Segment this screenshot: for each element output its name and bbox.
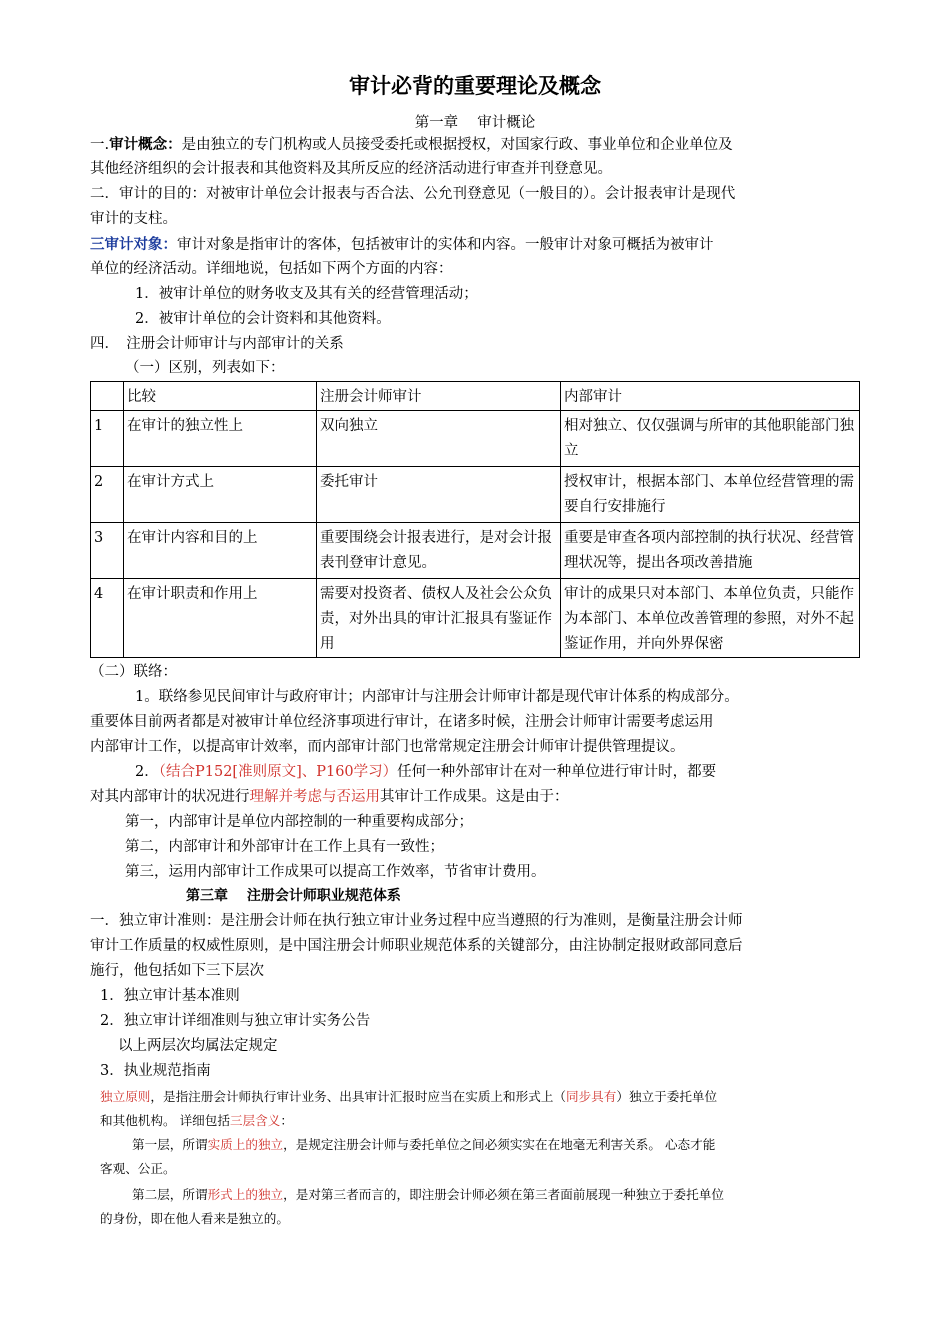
s4-sub2: （二）联络：	[90, 664, 177, 680]
s4-sub1: （一）区别，列表如下：	[125, 360, 285, 376]
p1-line3: 内部审计工作，以提高审计效率，而内部审计部门也常常规定注册会计师审计提供管理提议。	[90, 739, 685, 755]
table-cell: 委托审计	[317, 467, 561, 523]
independence-text-d: ：	[280, 1113, 293, 1128]
independence-line2	[100, 1108, 293, 1133]
s1-line1	[90, 132, 733, 158]
independence-line1	[100, 1084, 717, 1109]
table-cell: 相对独立、仅仅强调与所审的其他职能部门独立	[561, 411, 860, 467]
table-cell: 在审计内容和目的上	[124, 523, 317, 579]
table-cell: 双向独立	[317, 411, 561, 467]
chapter3-heading: 第三章 注册会计师职业规范体系	[186, 888, 401, 904]
p2-text-b: 其审计工作成果。这是由于：	[380, 789, 569, 805]
s1-text: 是由独立的专门机构或人员接受委托或根据授权，对国家行政、事业单位和企业单位及	[181, 137, 733, 153]
independence-highlight: 同步具有	[565, 1089, 617, 1104]
table-cell: 在审计职责和作用上	[124, 579, 317, 658]
independence-text-b: ）独立于委托单位	[616, 1089, 718, 1104]
s2-line2: 审计的支柱。	[90, 211, 177, 227]
table-cell: 4	[91, 579, 124, 658]
table-cell: 重要是审查各项内部控制的执行状况、经营管理状况等，提出各项改善措施	[561, 523, 860, 579]
independence-text-a: ，是指注册会计师执行审计业务、出具审计汇报时应当在实质上和形式上（	[150, 1089, 566, 1104]
level1-line2: 客观、公正。	[100, 1161, 176, 1176]
c3-line3: 施行，他包括如下三下层次	[90, 963, 264, 979]
c3-item1: 1．独立审计基本准则	[100, 988, 240, 1004]
table-row	[91, 523, 860, 579]
table-cell: 1	[91, 411, 124, 467]
p2-highlight: 理解并考虑与否运用	[249, 789, 380, 805]
p2-num: 2．	[135, 764, 159, 780]
table-cell: 3	[91, 523, 124, 579]
page-title: 审计必背的重要理论及概念	[349, 74, 601, 98]
table-row	[91, 467, 860, 523]
s1-num: 一.	[90, 137, 110, 153]
table-cell: 在审计方式上	[124, 467, 317, 523]
s3-term: 三审计对象：	[90, 236, 177, 253]
level2-line1	[132, 1182, 724, 1207]
p2-text: 任何一种外部审计在对一种单位进行审计时，都要	[397, 764, 717, 780]
table-header-cell: 比较	[124, 382, 317, 411]
table-row	[91, 411, 860, 467]
p2-text-a: 对其内部审计的状况进行	[90, 789, 250, 805]
level2-text-b: ，是对第三者而言的，即注册会计师必须在第三者面前展现一种独立于委托单位	[283, 1187, 724, 1202]
reason-3: 第三，运用内部审计工作成果可以提高工作效率，节省审计费用。	[125, 864, 546, 880]
table-header-cell	[91, 382, 124, 411]
table-cell: 授权审计，根据本部门、本单位经营管理的需要自行安排施行	[561, 467, 860, 523]
s3-text: 审计对象是指审计的客体，包括被审计的实体和内容。一般审计对象可概括为被审计	[177, 237, 714, 253]
s3-line1	[90, 232, 714, 258]
p2-reference: （结合P152[准则原文]、P160学习）	[158, 764, 398, 780]
s3-item1: 1．被审计单位的财务收支及其有关的经营管理活动；	[135, 286, 478, 302]
s3-line2: 单位的经济活动。详细地说，包括如下两个方面的内容：	[90, 261, 453, 277]
comparison-table	[90, 381, 860, 658]
s3-item2: 2．被审计单位的会计资料和其他资料。	[135, 311, 391, 327]
p2-line2	[90, 785, 569, 810]
reason-2: 第二，内部审计和外部审计在工作上具有一致性；	[125, 839, 444, 855]
level1-line1	[132, 1132, 715, 1157]
p2-line1	[135, 760, 716, 785]
c3-line1: 一．独立审计准则：是注册会计师在执行独立审计业务过程中应当遵照的行为准则，是衡量注册会计师	[90, 913, 743, 929]
independence-term: 独立原则	[100, 1089, 151, 1104]
c3-item3: 3．执业规范指南	[100, 1063, 211, 1079]
c3-note: 以上两层次均属法定规定	[118, 1038, 278, 1054]
table-header-cell: 内部审计	[561, 382, 860, 411]
level1-text-a: 第一层，所谓	[132, 1137, 208, 1152]
table-cell: 2	[91, 467, 124, 523]
chapter1-heading: 第一章 审计概论	[414, 115, 536, 131]
independence-text-c: 和其他机构。 详细包括	[100, 1113, 230, 1128]
reason-1: 第一，内部审计是单位内部控制的一种重要构成部分；	[125, 814, 473, 830]
table-cell: 在审计的独立性上	[124, 411, 317, 467]
table-cell: 审计的成果只对本部门、本单位负责，只能作为本部门、本单位改善管理的参照，对外不起鉴证作用，并向外界保密	[561, 579, 860, 658]
table-cell: 需要对投资者、债权人及社会公众负责，对外出具的审计汇报具有鉴证作用	[317, 579, 561, 658]
level2-line2: 的身份，即在他人看来是独立的。	[100, 1211, 289, 1226]
s1-line2: 其他经济组织的会计报表和其他资料及其所反应的经济活动进行审查并刊登意见。	[90, 161, 612, 177]
table-header-cell: 注册会计师审计	[317, 382, 561, 411]
level2-text-a: 第二层，所谓	[132, 1187, 208, 1202]
table-row	[91, 579, 860, 658]
level1-text-b: ，是规定注册会计师与委托单位之间必须实实在在地毫无利害关系。 心态才能	[283, 1137, 716, 1152]
s4-heading: 四． 注册会计师审计与内部审计的关系	[90, 336, 344, 352]
c3-line2: 审计工作质量的权威性原则，是中国注册会计师职业规范体系的关键部分，由注协制定报财政部同意后	[90, 938, 743, 954]
table-cell: 重要围绕会计报表进行，是对会计报表刊登审计意见。	[317, 523, 561, 579]
s2-line1: 二．审计的目的：对被审计单位会计报表与否合法、公允刊登意见（一般目的）。会计报表审计是现代	[90, 186, 736, 202]
level2-highlight: 形式上的独立	[207, 1187, 284, 1202]
level1-highlight: 实质上的独立	[207, 1137, 284, 1152]
p1-line1: 1。联络参见民间审计与政府审计；内部审计与注册会计师审计都是现代审计体系的构成部分。	[135, 689, 739, 705]
s1-term: 审计概念：	[109, 136, 182, 153]
independence-highlight-2: 三层含义	[229, 1113, 281, 1128]
c3-item2: 2．独立审计详细准则与独立审计实务公告	[100, 1013, 371, 1029]
table-header-row	[91, 382, 860, 411]
p1-line2: 重要体目前两者都是对被审计单位经济事项进行审计，在诸多时候，注册会计师审计需要考虑运用	[90, 714, 714, 730]
